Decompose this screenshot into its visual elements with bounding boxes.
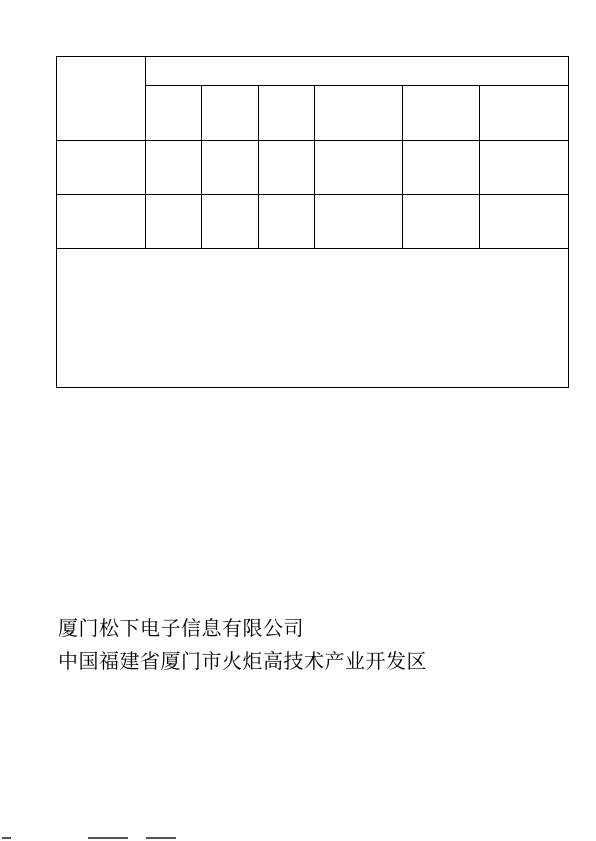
group-header-cell — [146, 57, 569, 86]
table-cell — [146, 195, 202, 249]
row-label-cell — [57, 195, 146, 249]
column-header-cell — [259, 86, 315, 141]
table-cell — [259, 195, 315, 249]
column-header-cell — [315, 86, 403, 141]
company-address: 中国福建省厦门市火炬高技术产业开发区 — [58, 649, 427, 673]
table-cell — [403, 141, 480, 195]
table-cell — [146, 141, 202, 195]
header-label-cell — [57, 57, 146, 141]
table-row — [57, 141, 569, 195]
row-label-cell — [57, 141, 146, 195]
print-mark — [0, 834, 596, 841]
table-cell — [403, 195, 480, 249]
table-cell — [315, 141, 403, 195]
table-cell — [259, 141, 315, 195]
table-cell — [202, 195, 259, 249]
table-cell — [202, 141, 259, 195]
column-header-cell — [480, 86, 569, 141]
company-name: 厦门松下电子信息有限公司 — [58, 616, 304, 640]
column-header-cell — [146, 86, 202, 141]
notes-cell — [57, 249, 569, 388]
table-cell — [480, 141, 569, 195]
table-row — [57, 195, 569, 249]
table-cell — [315, 195, 403, 249]
record-table — [56, 56, 569, 388]
table-cell — [480, 195, 569, 249]
column-header-cell — [202, 86, 259, 141]
column-header-cell — [403, 86, 480, 141]
